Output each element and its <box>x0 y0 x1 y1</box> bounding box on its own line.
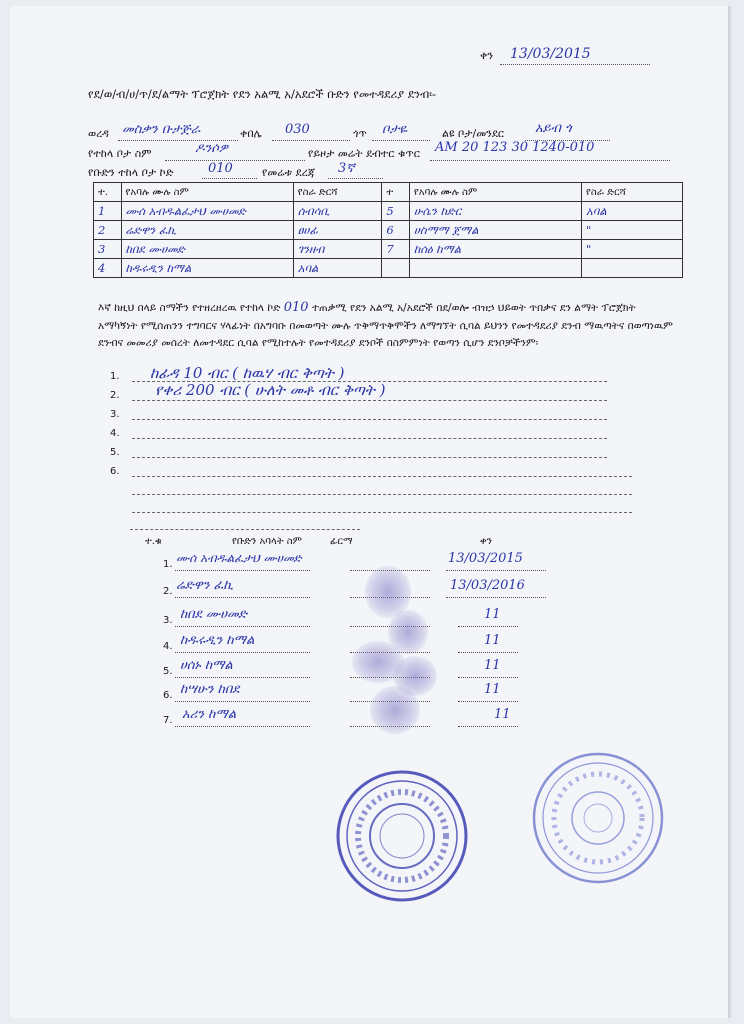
sig-date-line <box>446 570 546 571</box>
sig-date: 11 <box>484 682 501 697</box>
got-line <box>372 140 430 141</box>
sig-date-line <box>458 652 518 653</box>
rule-text: ከፊዳ 10 ብር ( ከዉሃ ብር ቅጣት ) <box>150 364 345 382</box>
cell-name: ሁሴን ከድር <box>409 202 581 221</box>
sig-col-date: ቀን <box>480 536 492 547</box>
sig-name-line <box>175 570 310 571</box>
agreement-paragraph <box>98 299 678 353</box>
paragraph-code: 010 <box>283 300 309 315</box>
land-grade-line <box>328 178 383 179</box>
cell-no: 5 <box>382 202 410 221</box>
date-line <box>500 64 650 65</box>
cell-role: አባል <box>293 259 382 278</box>
sig-name: ሬድዋን ፈኪ <box>176 578 234 593</box>
header-no-1: ተ. <box>94 183 122 202</box>
cell-no: 3 <box>94 240 122 259</box>
rule-number: 6. <box>110 466 120 477</box>
plot-label: የተከላ ቦታ ስም <box>88 147 152 160</box>
sig-name: ከሣሁን ከበደ <box>180 682 240 697</box>
sig-name: ከበደ ሙሀመድ <box>180 607 248 622</box>
cell-name: ከሰዕ ከማል <box>409 240 581 259</box>
table-row <box>94 259 683 278</box>
cell-role <box>582 259 683 278</box>
sig-name: ከዱሩዲን ከማል <box>180 633 255 648</box>
sig-name: አሪን ከማል <box>182 707 237 722</box>
cell-no: 7 <box>382 240 410 259</box>
site-label: ልዩ ቦታ/መንደር <box>442 127 505 140</box>
sig-name-line <box>175 626 310 627</box>
rule-number: 5. <box>110 447 120 458</box>
cell-name: ከበደ ሙሀመድ <box>121 240 293 259</box>
sig-date-line <box>446 597 546 598</box>
kebele-label: ቀበሌ <box>240 127 262 140</box>
sig-number: 4. <box>163 641 173 652</box>
rule-number: 3. <box>110 409 120 420</box>
paragraph-text-before: እኛ ከዚህ በላይ ስማችን የተዘረዘረዉ የተከላ ኮድ <box>98 302 281 314</box>
header-name-2: የአባሉ ሙሉ ስም <box>409 183 581 202</box>
sig-name-line <box>175 701 310 702</box>
cell-no: 4 <box>94 259 122 278</box>
sig-date: 11 <box>484 607 501 622</box>
cell-role: ገንዘብ <box>293 240 382 259</box>
sig-date: 13/03/2016 <box>450 578 525 593</box>
got-value: ቦታዬ <box>382 122 408 137</box>
sig-number: 3. <box>163 615 173 626</box>
cell-role: ፀሀፊ <box>293 221 382 240</box>
group-plot-label: የቡድን ተከላ ቦታ ኮድ <box>88 166 174 179</box>
cell-role: " <box>582 240 683 259</box>
sig-col-no: ተ.ቁ <box>145 536 162 547</box>
header-role-1: የስራ ድርሻ <box>293 183 382 202</box>
cert-label: የይዞታ መሬት ደብተር ቁጥር <box>308 147 420 160</box>
sig-name: ሀሰኑ ከማል <box>180 658 233 673</box>
sig-col-name: የቡድን አባላት ስም <box>232 536 302 547</box>
sig-date: 11 <box>494 707 511 722</box>
table-row <box>94 221 683 240</box>
rule-line <box>132 438 607 439</box>
sig-col-sign: ፊርማ <box>330 536 353 547</box>
rule-number: 2. <box>110 390 120 401</box>
sig-number: 6. <box>163 690 173 701</box>
document-title: የደ/ወ/ብ/ሀ/ጥ/ደ/ልማት ፕሮጀክት የደን አልሚ አ/አደሮች ቡድን የመተዳደሪያ ደንብ፡- <box>88 87 437 101</box>
woreda-label: ወረዳ <box>88 127 109 140</box>
header-no-2: ተ <box>382 183 410 202</box>
sig-date-line <box>458 677 518 678</box>
header-role-2: የስራ ድርሻ <box>582 183 683 202</box>
got-label: ጎጥ <box>353 127 367 140</box>
cell-name <box>409 259 581 278</box>
sig-number: 1. <box>163 559 173 570</box>
sig-name-line <box>175 597 310 598</box>
cell-role: አባል <box>582 202 683 221</box>
sig-number: 2. <box>163 586 173 597</box>
signature-separator <box>130 529 360 530</box>
table-row <box>94 240 683 259</box>
cert-line <box>430 160 670 161</box>
date-label: ቀን <box>480 49 494 62</box>
plot-value: ዶንሶዎ <box>195 141 229 156</box>
sig-number: 5. <box>163 666 173 677</box>
sig-date-line <box>458 726 518 727</box>
kebele-value: 030 <box>285 122 310 137</box>
woreda-value: መስቃን ቡታጅራ <box>122 122 201 137</box>
sig-date-line <box>458 701 518 702</box>
header-date-value: 13/03/2015 <box>510 46 591 62</box>
site-value: አይብ ጎ <box>535 121 572 136</box>
cell-name: ሬድዋን ፈኪ <box>121 221 293 240</box>
sig-date: 11 <box>484 633 501 648</box>
table-row <box>94 202 683 221</box>
sig-date: 11 <box>484 658 501 673</box>
sig-date-line <box>458 626 518 627</box>
cell-name: ከዱሩዲን ከማል <box>121 259 293 278</box>
kebele-line <box>272 140 350 141</box>
cert-value: AM 20 123 30 1240-010 <box>435 140 595 155</box>
cell-no: 1 <box>94 202 122 221</box>
cell-role: ሰብሳቢ <box>293 202 382 221</box>
cell-no <box>382 259 410 278</box>
rule-number: 4. <box>110 428 120 439</box>
header-name-1: የአባሉ ሙሉ ስም <box>121 183 293 202</box>
land-grade-value: 3ኛ <box>338 161 355 176</box>
thumbprint <box>370 686 420 734</box>
cell-name: ሀስማማ ጀማል <box>409 221 581 240</box>
sig-number: 7. <box>163 715 173 726</box>
plot-line <box>165 160 305 161</box>
sig-name-line <box>175 652 310 653</box>
paragraph-text-after: ተጠቃሚ የደን አልሚ አ/አደሮች በደ/ወሎ ብዝኃ ህይወት ጥበቃና ደን ልማት ፕሮጀክት አማካኝነት የሚሰጠንን ተግባርና ሃላፊነት በአግባቡ በመወጣት ሙሉ ጥቅማጥቅሞችን ለማግኘት ሲባል ይህንን የመተዳደሪያ ደንብ ማዉጣትና በወጣነዉም ደንብና መመሪያ መሰረት ለመተዳደር ሲባል የሚከተሉት የመተዳደሪያ ደንቦች በስምምነት የወጣን ሲሆን ደንቦቻችንም፡ <box>98 302 673 349</box>
rule-line <box>132 512 632 513</box>
cell-role: " <box>582 221 683 240</box>
sig-name-line <box>175 726 310 727</box>
rule-line <box>132 476 632 477</box>
rule-number: 1. <box>110 371 120 382</box>
document-page <box>10 6 728 1018</box>
members-table <box>93 182 683 278</box>
cell-no: 6 <box>382 221 410 240</box>
official-stamp-right <box>528 748 668 888</box>
group-plot-line <box>202 178 257 179</box>
group-plot-value: 010 <box>208 161 233 176</box>
rule-line <box>132 457 607 458</box>
sig-name-line <box>175 677 310 678</box>
land-grade-label: የመሬቱ ደረጃ <box>262 166 316 179</box>
rule-line <box>132 400 607 401</box>
sig-date: 13/03/2015 <box>448 551 523 566</box>
rule-text: የቀሪ 200 ብር ( ሁለት መቶ ብር ቅጣት ) <box>155 381 386 399</box>
rule-line <box>132 494 632 495</box>
official-stamp-left <box>332 766 472 906</box>
cell-name: ሙሰ አብዱልፈታህ ሙሀመድ <box>121 202 293 221</box>
sig-name: ሙሰ አብዱልፈታህ ሙሀመድ <box>176 551 302 565</box>
members-table-header <box>94 183 683 202</box>
cell-no: 2 <box>94 221 122 240</box>
rule-line <box>132 419 607 420</box>
